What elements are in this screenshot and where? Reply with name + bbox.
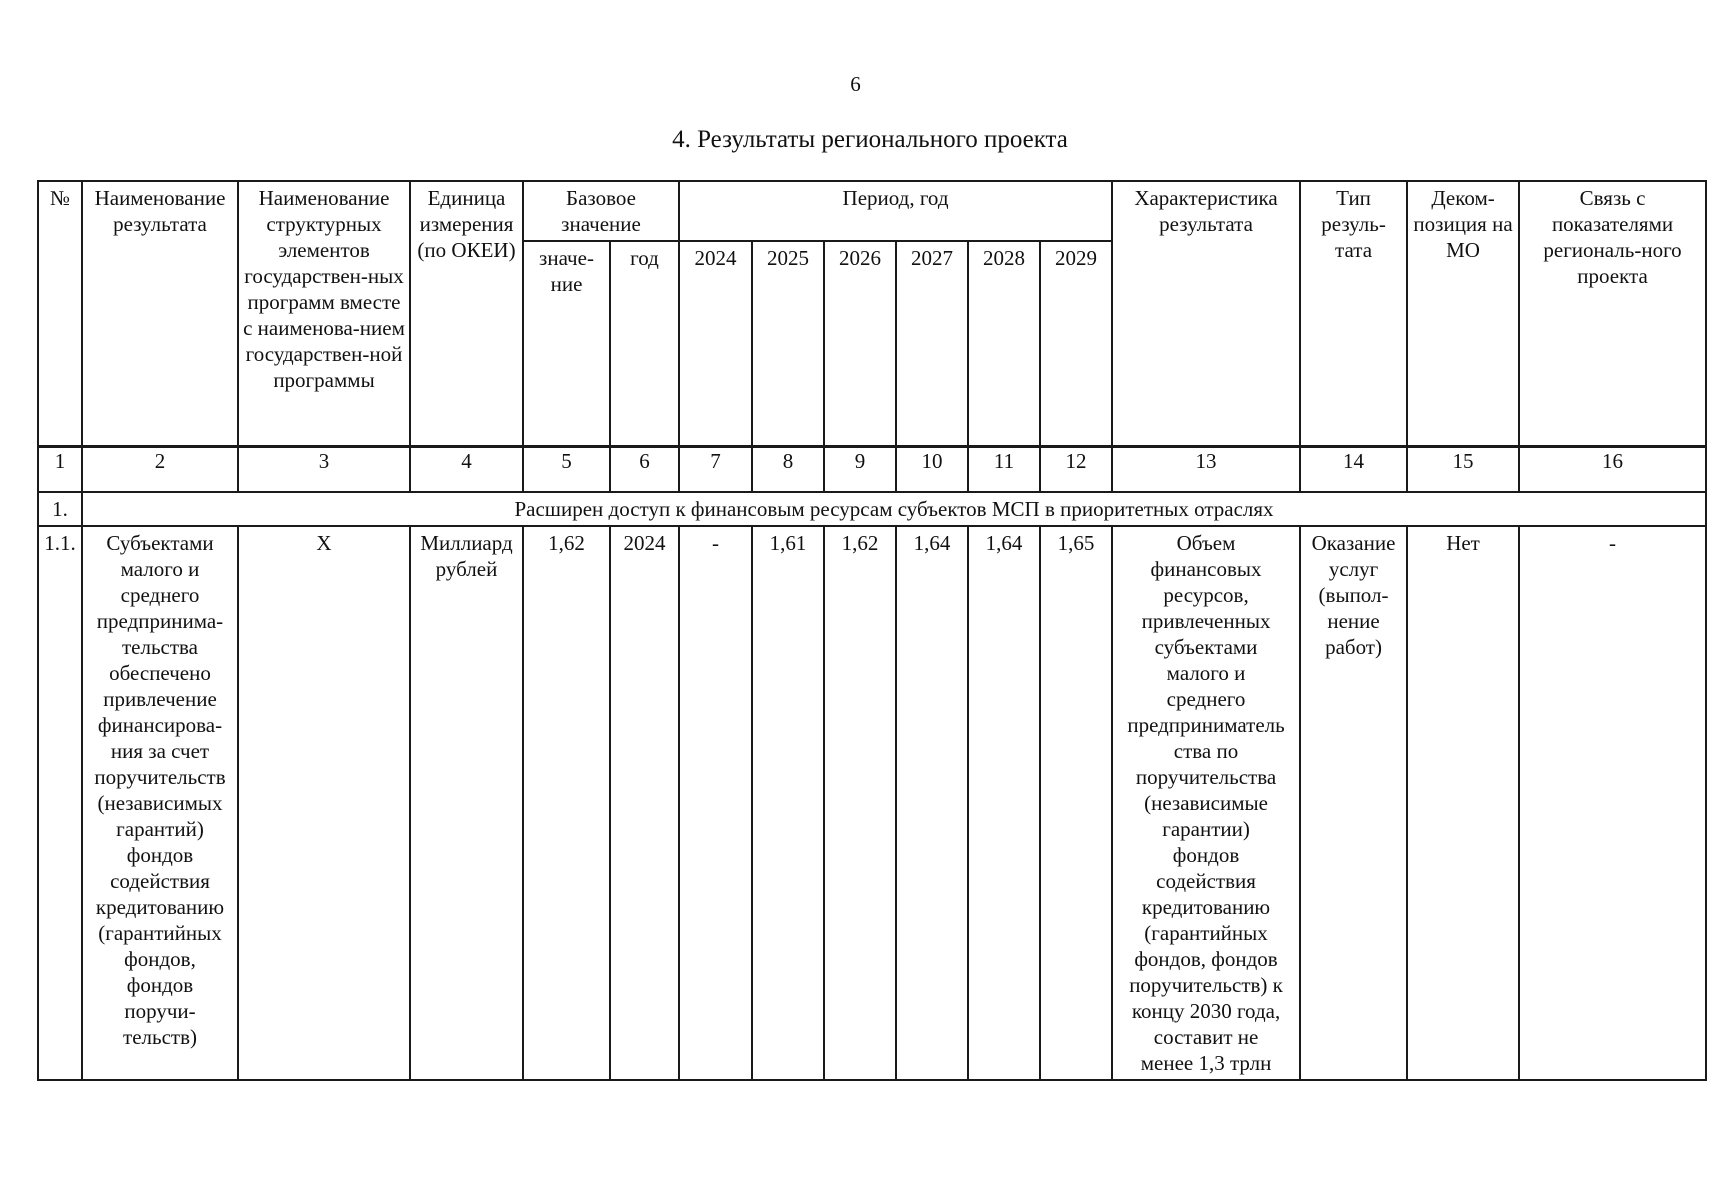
column-number: 13	[1112, 446, 1300, 492]
row-base-year: 2024	[610, 526, 679, 1080]
row-unit: Миллиард рублей	[410, 526, 523, 1080]
header-year: 2024	[679, 241, 752, 446]
row-base-value: 1,62	[523, 526, 610, 1080]
row-characteristic: Объем финансовых ресурсов, привлеченных субъектами малого и среднего предприниматель ства по поручительства (независимые гарантии) фондов содействия кредитованию (гарантийных фондов, фондов поручительств) к концу 2030 года, составит не менее 1,3 трлн	[1112, 526, 1300, 1080]
column-number: 10	[896, 446, 968, 492]
section-number: 1.	[38, 492, 82, 526]
header-link: Связь с показателями региональ-ного проекта	[1519, 181, 1706, 446]
column-numbers-row	[38, 446, 1706, 492]
row-result-type: Оказание услуг (выпол-нение работ)	[1300, 526, 1407, 1080]
row-value-2029: 1,65	[1040, 526, 1112, 1080]
column-number: 14	[1300, 446, 1407, 492]
results-table	[37, 180, 1707, 1081]
header-period: Период, год	[679, 181, 1112, 241]
header-base-value: Базовое значение	[523, 181, 679, 241]
header-base-value-value: значе-ние	[523, 241, 610, 446]
header-row-1	[38, 181, 1706, 241]
header-year: 2026	[824, 241, 896, 446]
row-value-2027: 1,64	[896, 526, 968, 1080]
header-result-name: Наименование результата	[82, 181, 238, 446]
column-number: 6	[610, 446, 679, 492]
header-year: 2028	[968, 241, 1040, 446]
column-number: 12	[1040, 446, 1112, 492]
header-year: 2029	[1040, 241, 1112, 446]
header-number: №	[38, 181, 82, 446]
row-decomposition: Нет	[1407, 526, 1519, 1080]
row-structural: X	[238, 526, 410, 1080]
row-number: 1.1.	[38, 526, 82, 1080]
header-year: 2027	[896, 241, 968, 446]
header-structural-elements: Наименование структурных элементов государствен-ных программ вместе с наименова-нием государствен-ной программы	[238, 181, 410, 446]
row-link: -	[1519, 526, 1706, 1080]
table-row	[38, 526, 1706, 1080]
row-result-name: Субъектами малого и среднего предпринима- тельства обеспечено привлечение финансирова- ния за счет поручительств (независимых гарантий) фондов содействия кредитованию (гарантийных фондов, фондов поручи- тельств)	[82, 526, 238, 1080]
section-title: 4. Результаты регионального проекта	[672, 126, 1068, 153]
header-result-type: Тип резуль-тата	[1300, 181, 1407, 446]
header-base-value-year: год	[610, 241, 679, 446]
row-value-2028: 1,64	[968, 526, 1040, 1080]
header-characteristic: Характеристика результата	[1112, 181, 1300, 446]
column-number: 5	[523, 446, 610, 492]
column-number: 4	[410, 446, 523, 492]
column-number: 8	[752, 446, 824, 492]
section-row	[38, 492, 1706, 526]
page-number: 6	[850, 72, 861, 96]
row-value-2025: 1,61	[752, 526, 824, 1080]
column-number: 9	[824, 446, 896, 492]
column-number: 2	[82, 446, 238, 492]
section-title-cell: Расширен доступ к финансовым ресурсам субъектов МСП в приоритетных отраслях	[82, 492, 1706, 526]
header-year: 2025	[752, 241, 824, 446]
column-number: 1	[38, 446, 82, 492]
row-value-2026: 1,62	[824, 526, 896, 1080]
column-number: 16	[1519, 446, 1706, 492]
column-number: 11	[968, 446, 1040, 492]
column-number: 7	[679, 446, 752, 492]
column-number: 3	[238, 446, 410, 492]
row-value-2024: -	[679, 526, 752, 1080]
header-decomposition: Деком-позиция на МО	[1407, 181, 1519, 446]
header-unit: Единица измерения (по ОКЕИ)	[410, 181, 523, 446]
column-number: 15	[1407, 446, 1519, 492]
